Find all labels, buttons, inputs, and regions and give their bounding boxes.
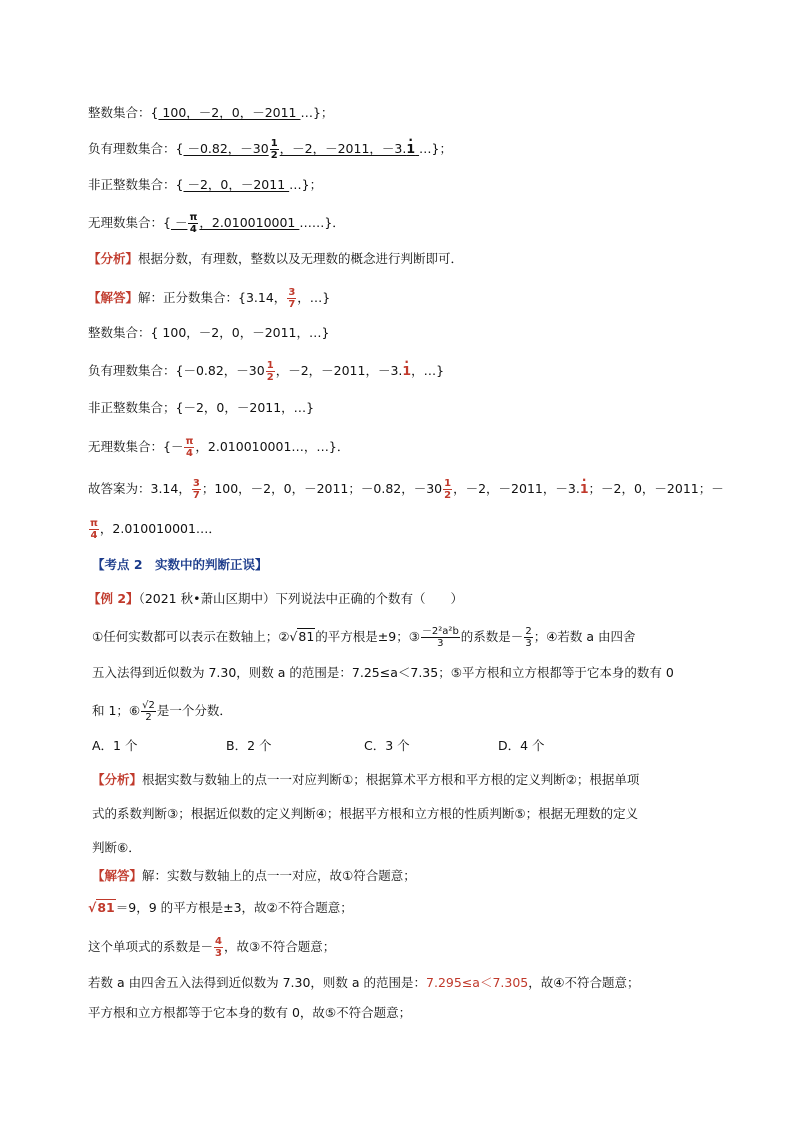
- solution-tag: 【解答】: [92, 868, 143, 883]
- solution-1-final-answer: 故答案为：3.14， $\frac{3}{7}$ ；100，－2，0，－2011；－0.82，－30 $\frac{1}{2}$ ，－2，－2011，－3.1 ·；－2，0，－2011；－: [88, 478, 724, 501]
- analysis-tag: 【分析】: [88, 251, 139, 266]
- solution-1-non-positive-integer: 非正整数集合；{－2，0，－2011，…}: [88, 400, 315, 415]
- fraction: $\frac{1}{2}$: [266, 360, 274, 383]
- solution-1-irrational: 无理数集合：{－ $\frac{\pi}{4}$ ，2.010010001…，…}．: [88, 436, 350, 459]
- example-2-line-3: 和 1；⑥ $\frac{√2}{2}$ 是一个分数．: [92, 700, 232, 723]
- solution-1-integer: 整数集合：{ 100，－2，0，－2011，…}: [88, 325, 330, 340]
- fraction: $\frac{3}{7}$: [192, 478, 200, 501]
- solution-2-line-4: 若数 a 由四舍五入法得到近似数为 7.30，则数 a 的范围是：7.295≤a＜7.305，故④不符合题意；: [88, 975, 640, 990]
- negative-rational-blank: －0.82，－30 $\frac{1}{2}$ ，－2，－2011，－3.1 ·: [183, 141, 419, 156]
- option-d: D．4 个: [498, 738, 545, 753]
- irrational-set-answer: 无理数集合：{ － $\frac{\pi}{4}$ ，2.010010001 ……}．: [88, 212, 345, 235]
- example-tag: 【例 2】: [88, 591, 139, 606]
- fraction: $\frac{\pi}{4}$: [185, 436, 194, 459]
- option-c: C．3 个: [364, 738, 410, 753]
- irrational-blank: － $\frac{\pi}{4}$ ，2.010010001: [170, 212, 300, 235]
- solution-2-line-3: 这个单项式的系数是－ $\frac{4}{3}$ ，故③不符合题意；: [88, 936, 336, 959]
- fraction: $\frac{4}{3}$: [215, 936, 222, 959]
- solution-1-intro: 【解答】解：正分数集合：{3.14， $\frac{3}{7}$ ，…}: [88, 287, 331, 310]
- solution-1-negative-rational: 负有理数集合：{－0.82，－30 $\frac{1}{2}$ ，－2，－2011，－3.1 ·，…}: [88, 360, 444, 383]
- sqrt-symbol: √81: [289, 629, 315, 644]
- example-2-header: 【例 2】（2021 秋•萧山区期中）下列说法中正确的个数有（ ）: [88, 591, 463, 606]
- fraction: $\frac{2}{3}$: [525, 626, 532, 649]
- negative-rational-set-answer: 负有理数集合：{ －0.82，－30 $\frac{1}{2}$ ，－2，－2011，－3.1 · …}；: [88, 138, 452, 161]
- non-positive-integer-set-answer: 非正整数集合：{ －2，0，－2011 …}；: [88, 177, 323, 192]
- example-2-line-2: 五入法得到近似数为 7.30，则数 a 的范围是：7.25≤a＜7.35；⑤平方根和立方根都等于它本身的数有 0: [92, 665, 674, 680]
- analysis-1: 【分析】根据分数，有理数，整数以及无理数的概念进行判断即可．: [88, 251, 464, 266]
- solution-1-final-answer-cont: $\frac{\pi}{4}$ ，2.010010001…．: [90, 518, 221, 541]
- non-positive-integer-blank: －2，0，－2011: [183, 177, 290, 192]
- integer-set-blank: 100，－2，0，－2011: [158, 105, 301, 120]
- section-heading: 【考点 2 实数中的判断正误】: [92, 557, 268, 572]
- fraction: $\frac{\text{－2²a²b}}{3}$: [421, 626, 459, 649]
- solution-2-line-2: √81＝9，9 的平方根是±3，故②不符合题意；: [88, 900, 353, 915]
- solution-2-line-5: 平方根和立方根都等于它本身的数有 0，故⑤不符合题意；: [88, 1005, 412, 1020]
- option-a: A．1 个: [92, 738, 138, 753]
- fraction: $\frac{\pi}{4}$: [189, 212, 198, 235]
- fraction: $\frac{1}{2}$: [444, 478, 452, 501]
- solution-2-line-1: 【解答】解：实数与数轴上的点一一对应，故①符合题意；: [92, 868, 416, 883]
- example-2-line-1: ①任何实数都可以表示在数轴上；②√81的平方根是±9；③ $\frac{\text{－2²a²b}}{3}$ 的系数是－ $\frac{2}{3}$ ；④若数 a 由四舍: [92, 626, 636, 649]
- option-b: B．2 个: [226, 738, 272, 753]
- analysis-tag: 【分析】: [92, 772, 143, 787]
- integer-set-answer: 整数集合：{ 100，－2，0，－2011 …}；: [88, 105, 334, 120]
- analysis-2-line-2: 式的系数判断③；根据近似数的定义判断④；根据平方根和立方根的性质判断⑤；根据无理数的定义: [92, 806, 639, 821]
- fraction: $\frac{√2}{2}$: [142, 700, 155, 723]
- fraction: $\frac{\pi}{4}$: [90, 518, 98, 541]
- solution-tag: 【解答】: [88, 290, 139, 305]
- analysis-2-line-1: 【分析】根据实数与数轴上的点一一对应判断①；根据算术平方根和平方根的定义判断②；根据单项: [92, 772, 640, 787]
- sqrt-symbol: √81: [88, 900, 115, 915]
- analysis-2-line-3: 判断⑥．: [92, 840, 141, 855]
- fraction: $\frac{1}{2}$: [270, 138, 278, 161]
- fraction: $\frac{3}{7}$: [288, 287, 296, 310]
